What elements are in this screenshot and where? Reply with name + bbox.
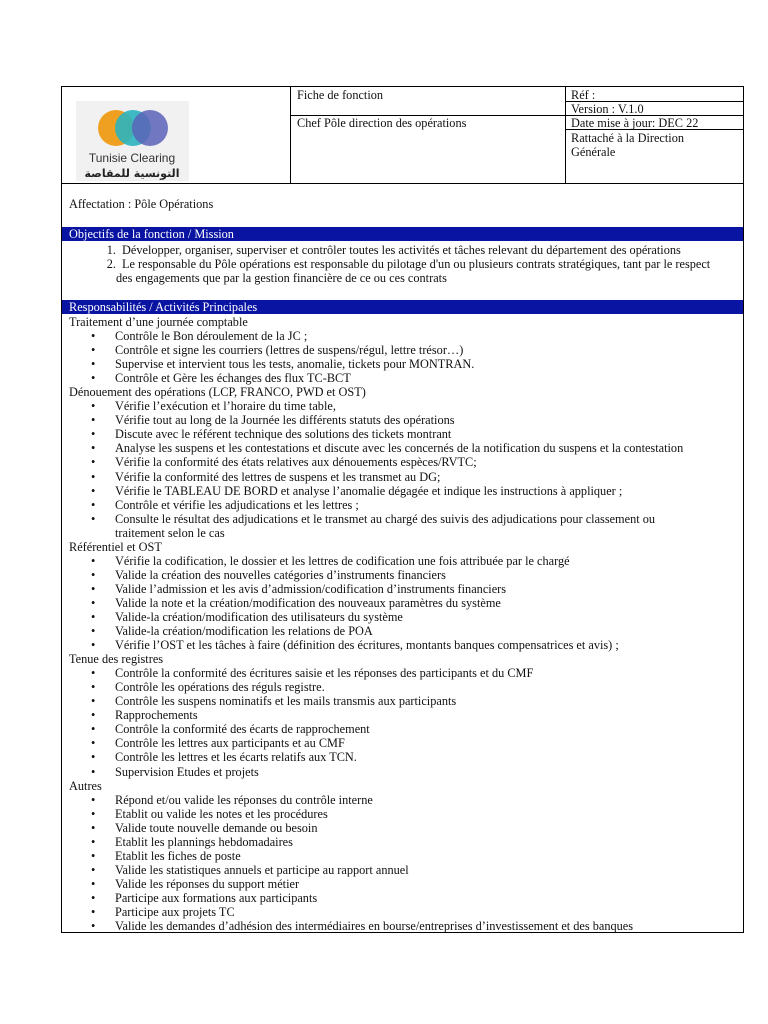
responsibility-item — [62, 512, 743, 526]
bullet-icon: • — [91, 343, 96, 358]
responsibility-item-text: Valide toute nouvelle demande ou besoin — [115, 820, 318, 835]
responsibility-item — [62, 750, 743, 764]
responsibility-item — [62, 371, 743, 385]
responsibility-item — [62, 722, 743, 736]
ref-label: Réf : — [571, 88, 596, 102]
bullet-icon: • — [91, 764, 96, 779]
responsibility-item — [62, 624, 743, 638]
bullet-icon: • — [91, 792, 96, 807]
responsibility-item-text: Contrôle et Gère les échanges des flux TC-BCT — [115, 371, 351, 386]
responsibility-item — [62, 568, 743, 582]
bullet-icon: • — [91, 455, 96, 470]
bullet-icon: • — [91, 483, 96, 498]
responsibilities-list — [62, 315, 743, 933]
bullet-icon: • — [91, 624, 96, 639]
responsibility-item-text: Participe aux projets TC — [115, 904, 235, 919]
responsibility-item-text: Contrôle la conformité des écarts de rapprochement — [115, 722, 370, 737]
bullet-icon: • — [91, 441, 96, 456]
responsibility-item-text: Contrôle et vérifie les adjudications et les lettres ; — [115, 497, 359, 512]
bullet-icon: • — [91, 371, 96, 386]
responsibility-item-text: Supervision Etudes et projets — [115, 764, 259, 779]
responsibility-item — [62, 849, 743, 863]
responsibility-item — [62, 694, 743, 708]
mission-item-continuation: des engagements que par la gestion financière de ce ou ces contrats — [116, 271, 447, 286]
version-label: Version : V.1.0 — [571, 102, 644, 116]
responsibility-item — [62, 610, 743, 624]
responsibility-item — [62, 498, 743, 512]
responsibility-item-text: Analyse les suspens et les contestations et discute avec les concernés de la notification du suspens et la contestation — [115, 441, 684, 456]
responsibility-item-text: Contrôle les suspens nominatifs et les mails transmis aux participants — [115, 694, 457, 709]
bullet-icon: • — [91, 469, 96, 484]
responsibility-item — [62, 455, 743, 469]
responsibility-item — [62, 891, 743, 905]
responsibility-item — [62, 793, 743, 807]
responsibility-item — [62, 413, 743, 427]
bullet-icon: • — [91, 848, 96, 863]
bullet-icon: • — [91, 862, 96, 877]
affectation: Affectation : Pôle Opérations — [69, 197, 214, 211]
bullet-icon: • — [91, 357, 96, 372]
responsibility-item-text: traitement selon le cas — [115, 525, 225, 540]
mission-item-number: 1. — [106, 243, 116, 257]
responsibility-item-text: Etablit ou valide les notes et les procédures — [115, 806, 328, 821]
bullet-icon: • — [91, 694, 96, 709]
responsibility-item — [62, 329, 743, 343]
logo-mark-icon — [76, 101, 189, 181]
responsibilities-header: Responsabilités / Activités Principales — [62, 300, 743, 314]
responsibility-item — [62, 905, 743, 919]
responsibility-item — [62, 807, 743, 821]
responsibility-item-text: Supervise et intervient tous les tests, anomalie, tickets pour MONTRAN. — [115, 357, 475, 372]
responsibility-item — [62, 582, 743, 596]
bullet-icon: • — [91, 609, 96, 624]
responsibility-item — [62, 821, 743, 835]
bullet-icon: • — [91, 904, 96, 919]
logo-text-fr: Tunisie Clearing — [88, 151, 176, 165]
header-divider — [290, 87, 291, 183]
bullet-icon: • — [91, 595, 96, 610]
bullet-icon: • — [91, 553, 96, 568]
responsibility-item-text: Contrôle les lettres et les écarts relatifs aux TCN. — [115, 750, 357, 765]
responsibility-item-text: Vérifie le TABLEAU DE BORD et analyse l’anomalie dégagée et indique les instructions à appliquer ; — [115, 483, 623, 498]
bullet-icon: • — [91, 427, 96, 442]
responsibility-item-text: Consulte le résultat des adjudications et le transmet au chargé des suivis des adjudications pour classement ou — [115, 511, 656, 526]
responsibility-item-text: Contrôle le Bon déroulement de la JC ; — [115, 329, 308, 344]
responsibility-group-title: Traitement d’une journée comptable — [69, 315, 248, 329]
responsibility-item-text: Valide les réponses du support métier — [115, 876, 300, 891]
responsibility-item-text: Valide-la création/modification les relations de POA — [115, 624, 373, 639]
bullet-icon: • — [91, 750, 96, 765]
responsibility-item — [62, 765, 743, 779]
responsibility-item — [62, 736, 743, 750]
responsibility-item-text: Contrôle la conformité des écritures saisie et les réponses des participants et du CMF — [115, 666, 534, 681]
bullet-icon: • — [91, 722, 96, 737]
bullet-icon: • — [91, 890, 96, 905]
responsibility-item — [62, 835, 743, 849]
responsibility-item-text: Valide les demandes d’adhésion des intermédiaires en bourse/entreprises d’investissement et des banques — [115, 919, 634, 934]
doc-type: Fiche de fonction — [297, 88, 384, 102]
responsibility-item — [62, 357, 743, 371]
responsibility-item — [62, 343, 743, 357]
responsibility-item-text: Contrôle les lettres aux participants et au CMF — [115, 736, 345, 751]
responsibility-item — [62, 427, 743, 441]
bullet-icon: • — [91, 736, 96, 751]
responsibility-item-text: Rapprochements — [115, 708, 198, 723]
responsibility-item — [62, 399, 743, 413]
responsibility-item — [62, 919, 743, 933]
attached-line-1: Rattaché à la Direction — [571, 131, 685, 145]
bullet-icon: • — [91, 581, 96, 596]
mission-item-text: Le responsable du Pôle opérations est responsable du pilotage d'un ou plusieurs contrats stratégiques, tant par le respect — [122, 257, 711, 272]
bullet-icon: • — [91, 708, 96, 723]
bullet-icon: • — [91, 399, 96, 414]
responsibility-group-title: Tenue des registres — [69, 652, 164, 667]
responsibility-item-continuation — [62, 526, 743, 540]
responsibility-item-text: Valide la création des nouvelles catégories d’instruments financiers — [115, 567, 446, 582]
responsibility-item — [62, 554, 743, 568]
responsibility-item — [62, 863, 743, 877]
header-bottom-line — [62, 183, 744, 184]
bullet-icon: • — [91, 497, 96, 512]
responsibility-group-title: Dénouement des opérations (LCP, FRANCO, PWD et OST) — [69, 385, 366, 400]
responsibility-item-text: Etablit les fiches de poste — [115, 848, 241, 863]
responsibility-item-text: Vérifie la codification, le dossier et les lettres de codification une fois attribuée par le chargé — [115, 553, 570, 568]
responsibility-item-text: Valide-la création/modification des utilisateurs du système — [115, 609, 403, 624]
responsibility-item-text: Valide la note et la création/modification des nouveaux paramètres du système — [115, 595, 501, 610]
logo-text-ar: التونسية للمقاصة — [84, 167, 180, 180]
responsibility-item-text: Contrôle et signe les courriers (lettres de suspens/régul, lettre trésor…) — [115, 343, 464, 358]
responsibility-item-text: Vérifie la conformité des lettres de suspens et les transmet au DG; — [115, 469, 441, 484]
responsibility-item-text: Vérifie tout au long de la Journée les différents statuts des opérations — [115, 413, 455, 428]
responsibility-group-title: Autres — [69, 778, 102, 793]
responsibility-item — [62, 441, 743, 455]
mission-item — [62, 257, 743, 271]
bullet-icon: • — [91, 511, 96, 526]
responsibility-item — [62, 470, 743, 484]
responsibility-group-title: Référentiel et OST — [69, 539, 162, 554]
responsibility-item — [62, 680, 743, 694]
bullet-icon: • — [91, 638, 96, 653]
mission-list — [62, 243, 743, 285]
responsibility-item-text: Répond et/ou valide les réponses du contrôle interne — [115, 792, 373, 807]
job-title: Chef Pôle direction des opérations — [297, 116, 467, 130]
attached-line-2: Générale — [571, 145, 616, 159]
bullet-icon: • — [91, 666, 96, 681]
bullet-icon: • — [91, 567, 96, 582]
bullet-icon: • — [91, 834, 96, 849]
bullet-icon: • — [91, 919, 96, 934]
responsibility-item — [62, 638, 743, 652]
responsibility-item-text: Vérifie l’OST et les tâches à faire (définition des écritures, montants banques compensatrices et avis) ; — [115, 638, 619, 653]
responsibility-item-text: Valide l’admission et les avis d’admission/codification d’instruments financiers — [115, 581, 507, 596]
bullet-icon: • — [91, 806, 96, 821]
mission-item-text: Développer, organiser, superviser et contrôler toutes les activités et tâches relevant du département des opérations — [122, 243, 681, 257]
responsibility-item-text: Vérifie la conformité des états relatives aux dénouements espèces/RVTC; — [115, 455, 477, 470]
mission-header: Objectifs de la fonction / Mission — [62, 227, 743, 241]
responsibility-item — [62, 877, 743, 891]
responsibility-item-text: Vérifie l’exécution et l’horaire du time table, — [115, 399, 336, 414]
mission-item — [62, 243, 743, 257]
bullet-icon: • — [91, 680, 96, 695]
bullet-icon: • — [91, 876, 96, 891]
responsibility-item-text: Participe aux formations aux participants — [115, 890, 318, 905]
logo-circle-purple — [132, 110, 168, 146]
bullet-icon: • — [91, 329, 96, 344]
responsibility-item — [62, 708, 743, 722]
responsibility-item — [62, 666, 743, 680]
responsibility-item-text: Etablit les plannings hebdomadaires — [115, 834, 293, 849]
bullet-icon: • — [91, 820, 96, 835]
responsibility-item-text: Valide les statistiques annuels et participe au rapport annuel — [115, 862, 409, 877]
responsibility-item — [62, 596, 743, 610]
job-description-document — [61, 86, 744, 933]
mission-item-number: 2. — [106, 257, 116, 272]
responsibility-item-text: Contrôle les opérations des réguls registre. — [115, 680, 325, 695]
responsibility-item-text: Discute avec le référent technique des solutions des tickets montrant — [115, 427, 452, 442]
company-logo — [76, 101, 189, 181]
update-date: Date mise à jour: DEC 22 — [571, 116, 699, 130]
bullet-icon: • — [91, 413, 96, 428]
responsibility-item — [62, 484, 743, 498]
